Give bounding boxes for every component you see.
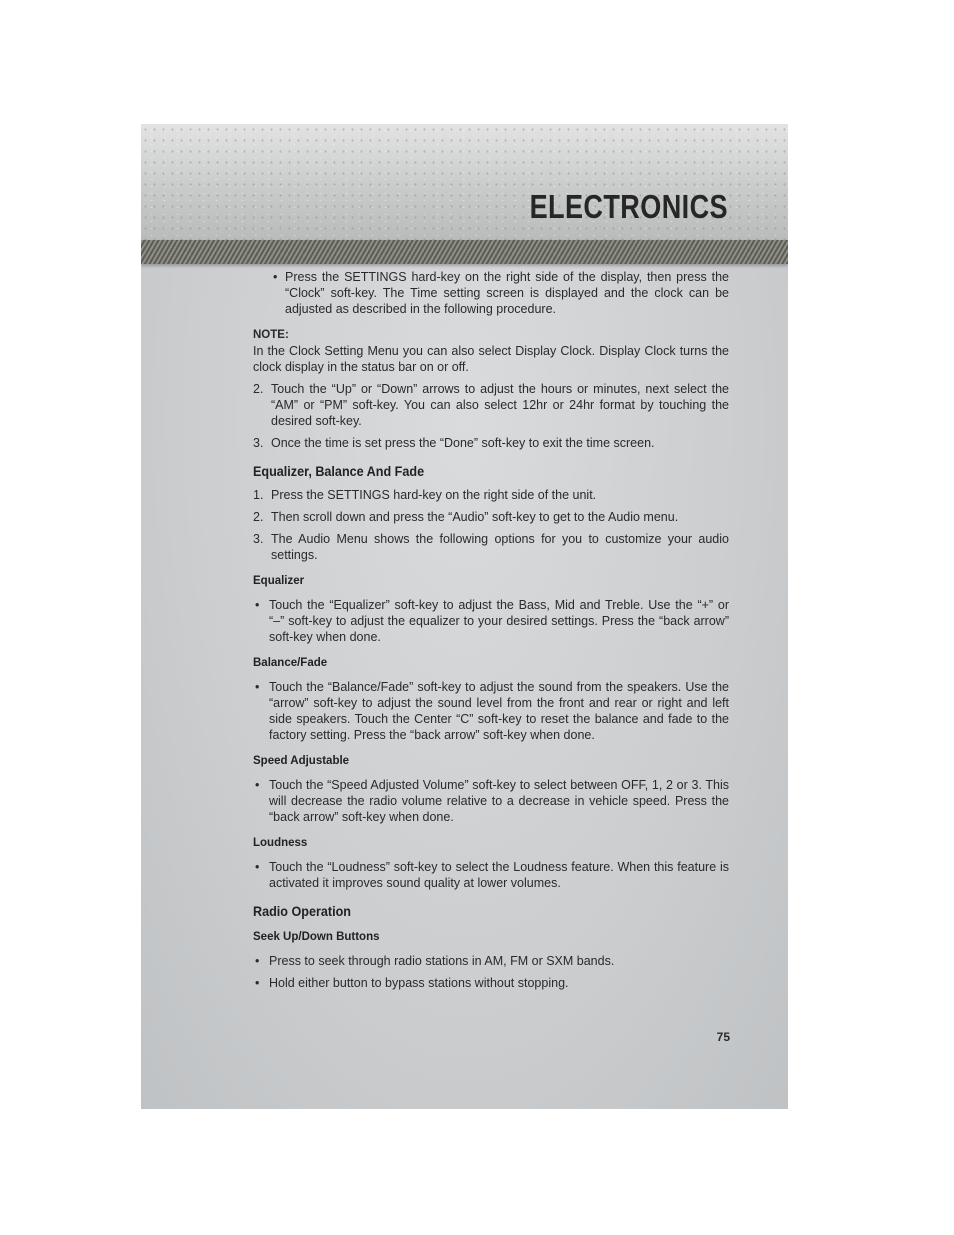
loudness-bullet-text: Touch the “Loudness” soft-key to select the Loudness feature. When this feature is activated it improves sound quality at lower volumes. <box>269 860 729 890</box>
step-number: 3. <box>253 532 264 546</box>
equalizer-section-heading: Equalizer, Balance And Fade <box>253 463 425 479</box>
audio-step <box>253 531 729 563</box>
step-text: Once the time is set press the “Done” soft-key to exit the time screen. <box>271 436 655 450</box>
speed-adjustable-bullet-text: Touch the “Speed Adjusted Volume” soft-key to select between OFF, 1, 2 or 3. This will decrease the radio volume relative to a decrease in vehicle speed. Press the “back arrow” soft-key when done. <box>269 778 729 824</box>
clock-step <box>253 381 729 429</box>
bullet-mark: • <box>255 954 260 968</box>
page-content <box>253 269 729 997</box>
balance-fade-bullet-text: Touch the “Balance/Fade” soft-key to adjust the sound from the speakers. Use the “arrow” soft-key to adjust the sound level from the front and rear or right and left side speakers. Touch the Center “C” soft-key to reset the balance and fade to the factory setting. Press the “back arrow” soft-key when done. <box>269 680 729 742</box>
seek-bullet <box>253 975 729 991</box>
step-number: 1. <box>253 488 264 502</box>
manual-page <box>141 124 788 1109</box>
bullet-mark: • <box>255 680 260 694</box>
section-header <box>141 124 788 242</box>
note-text: In the Clock Setting Menu you can also select Display Clock. Display Clock turns the clock display in the status bar on or off. <box>253 344 729 374</box>
speed-adjustable-heading: Speed Adjustable <box>253 755 350 767</box>
step-text: Touch the “Up” or “Down” arrows to adjust the hours or minutes, next select the “AM” or “PM” soft-key. You can also select 12hr or 24hr format by touching the desired soft-key. <box>271 382 729 428</box>
header-texture-band <box>141 240 788 264</box>
step-text: Then scroll down and press the “Audio” soft-key to get to the Audio menu. <box>271 510 679 524</box>
intro-bullet-text: Press the SETTINGS hard-key on the right side of the display, then press the “Clock” soft-key. The Time setting screen is displayed and the clock can be adjusted as described in the following procedure. <box>285 270 729 316</box>
speed-adjustable-bullet <box>253 777 729 825</box>
clock-step <box>253 435 729 451</box>
intro-bullet <box>253 269 729 317</box>
seek-bullet-text: Hold either button to bypass stations without stopping. <box>269 976 569 990</box>
bullet-mark: • <box>255 976 260 990</box>
step-text: The Audio Menu shows the following options for you to customize your audio settings. <box>271 532 729 562</box>
step-number: 3. <box>253 436 264 450</box>
bullet-mark: • <box>255 860 260 874</box>
audio-step <box>253 509 729 525</box>
seek-bullet-text: Press to seek through radio stations in AM, FM or SXM bands. <box>269 954 615 968</box>
bullet-mark: • <box>273 270 278 284</box>
bullet-mark: • <box>255 598 260 612</box>
section-title: ELECTRONICS <box>529 188 728 225</box>
loudness-heading: Loudness <box>253 837 308 849</box>
step-number: 2. <box>253 510 264 524</box>
step-number: 2. <box>253 382 264 396</box>
loudness-bullet <box>253 859 729 891</box>
balance-fade-bullet <box>253 679 729 743</box>
seek-bullet <box>253 953 729 969</box>
radio-section-heading: Radio Operation <box>253 903 352 919</box>
step-text: Press the SETTINGS hard-key on the right side of the unit. <box>271 488 597 502</box>
audio-step <box>253 487 729 503</box>
balance-fade-heading: Balance/Fade <box>253 657 328 669</box>
equalizer-bullet <box>253 597 729 645</box>
equalizer-bullet-text: Touch the “Equalizer” soft-key to adjust the Bass, Mid and Treble. Use the “+” or “–” soft-key to adjust the equalizer to your desired settings. Press the “back arrow” soft-key when done. <box>269 598 729 644</box>
note-label: NOTE: <box>253 329 289 341</box>
page-number: 75 <box>716 1030 730 1044</box>
equalizer-heading: Equalizer <box>253 575 305 587</box>
seek-heading: Seek Up/Down Buttons <box>253 931 380 943</box>
bullet-mark: • <box>255 778 260 792</box>
